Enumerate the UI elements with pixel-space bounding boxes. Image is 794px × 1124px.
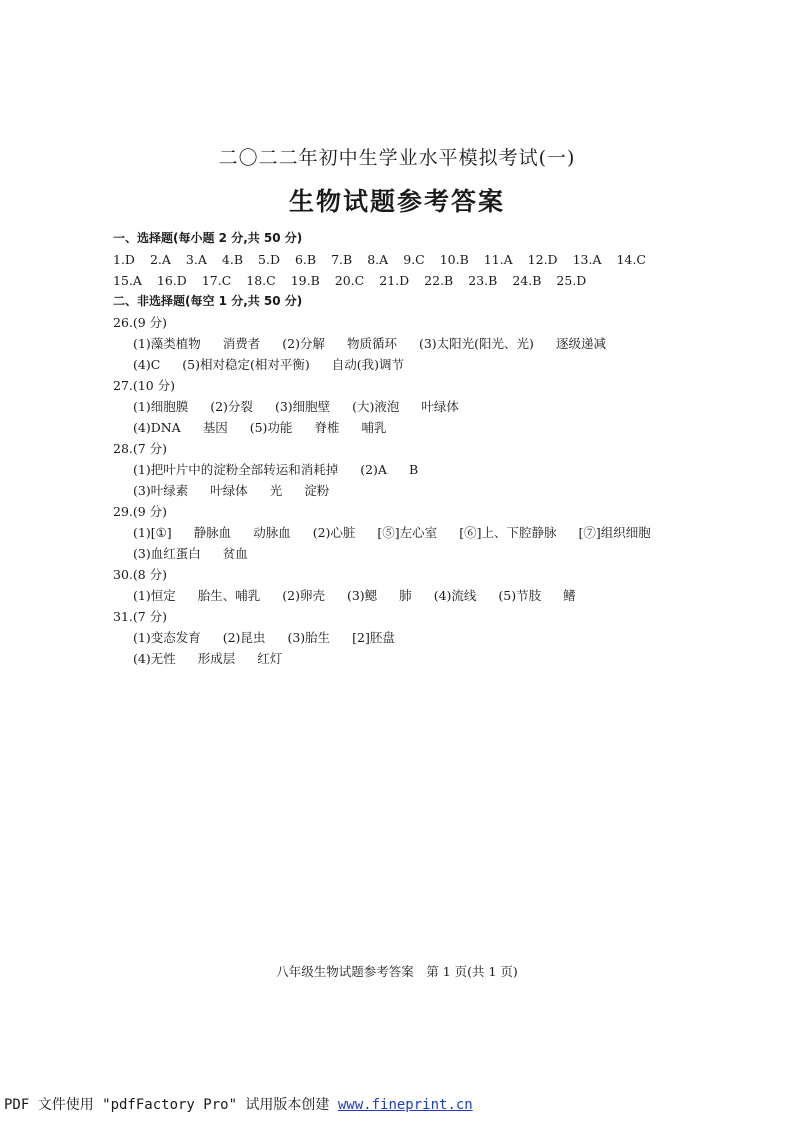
answer-item: (4)DNA (133, 420, 181, 435)
answer-item: 7.B (331, 252, 353, 267)
answer-item: (5)功能 (249, 420, 293, 435)
answer-item: (3)胎生 (287, 630, 331, 645)
pdf-notice-text: PDF 文件使用 "pdfFactory Pro" 试用版本创建 (4, 1097, 338, 1113)
answer-item: 15.A (113, 273, 142, 288)
answer-item: (大)液泡 (352, 399, 400, 414)
answer-item: (3)叶绿素 (133, 483, 189, 498)
answer-line (113, 480, 713, 501)
answer-item: 11.A (483, 252, 513, 267)
answer-item: 3.A (185, 252, 207, 267)
answer-item: 光 (269, 483, 283, 498)
answer-item: (1)把叶片中的淀粉全部转运和消耗掉 (133, 462, 339, 477)
answer-item: 自动(我)调节 (331, 357, 405, 372)
choice-answers-row-1 (113, 249, 713, 270)
answer-item: 动脉血 (253, 525, 291, 540)
answer-item: 9.C (403, 252, 425, 267)
answer-item: 鳍 (563, 588, 576, 603)
answer-line (113, 333, 713, 354)
answer-item: (5)节肢 (498, 588, 542, 603)
answer-item: 叶绿体 (210, 483, 248, 498)
answer-item: (2)卵壳 (282, 588, 325, 603)
answer-item: (2)昆虫 (222, 630, 266, 645)
answer-item: (1)[①] (133, 525, 172, 540)
section-heading-nonchoice: 二、非选择题(每空 1 分,共 50 分) (113, 294, 303, 308)
answer-item: 贫血 (222, 546, 248, 561)
fineprint-link[interactable]: www.fineprint.cn (337, 1097, 473, 1113)
answer-item: (3)细胞壁 (274, 399, 331, 414)
answer-item: 20.C (334, 273, 365, 288)
question-label: 31.(7 分) (113, 609, 168, 624)
answer-line (113, 585, 713, 606)
answer-line (113, 648, 713, 669)
nonchoice-questions (113, 312, 713, 669)
answer-line (113, 396, 713, 417)
answer-item: 21.D (379, 273, 410, 288)
answer-item: (5)相对稳定(相对平衡) (182, 357, 310, 372)
answer-content (113, 228, 713, 669)
answer-line (113, 459, 713, 480)
answer-item: 红灯 (257, 651, 283, 666)
answer-item: 1.D (113, 252, 135, 267)
answer-item: 肺 (399, 588, 412, 603)
answer-item: 8.A (367, 252, 389, 267)
answer-item: 叶绿体 (421, 399, 459, 414)
answer-item: 10.B (439, 252, 469, 267)
answer-item: (4)流线 (433, 588, 477, 603)
answer-item: (1)细胞膜 (133, 399, 189, 414)
answer-item: 形成层 (197, 651, 236, 666)
question-label: 30.(8 分) (113, 567, 168, 582)
answer-item: 6.B (294, 252, 317, 267)
answer-item: (3)鳃 (346, 588, 378, 603)
answer-item: (2)A (360, 462, 387, 477)
answer-item: 5.D (258, 252, 280, 267)
page-footer: 八年级生物试题参考答案 第 1 页(共 1 页) (276, 964, 518, 979)
answer-item: 淀粉 (304, 483, 330, 498)
answer-line (113, 417, 713, 438)
answer-item: [2]胚盘 (352, 630, 395, 645)
answer-item: 2.A (149, 252, 171, 267)
answer-item: (2)分裂 (210, 399, 253, 414)
answer-line (113, 354, 713, 375)
question-label: 26.(9 分) (113, 315, 168, 330)
answer-item: 25.D (556, 273, 587, 288)
answer-item: (2)分解 (282, 336, 325, 351)
answer-item: 胎生、哺乳 (197, 588, 261, 603)
answer-line (113, 522, 713, 543)
exam-title: 二〇二二年初中生学业水平模拟考试(一) (218, 147, 576, 169)
answer-item: 哺乳 (361, 420, 387, 435)
answer-item: (1)恒定 (133, 588, 176, 603)
answer-item: 消费者 (222, 336, 261, 351)
answer-item: [⑥]上、下腔静脉 (459, 525, 557, 540)
answer-key-title: 生物试题参考答案 (288, 187, 505, 216)
answer-item: 基因 (202, 420, 228, 435)
answer-line (113, 543, 713, 564)
answer-item: (2)心脏 (312, 525, 356, 540)
answer-item: 物质循环 (346, 336, 397, 351)
answer-item: [⑦]组织细胞 (578, 525, 651, 540)
answer-item: (1)藻类植物 (133, 336, 201, 351)
answer-item: 脊椎 (314, 420, 340, 435)
answer-item: 24.B (512, 273, 542, 288)
answer-item: (1)变态发育 (133, 630, 201, 645)
answer-item: 18.C (246, 273, 276, 288)
question-label: 27.(10 分) (113, 378, 176, 393)
answer-line (113, 627, 713, 648)
choice-answers-row-2 (113, 270, 713, 291)
answer-item: 14.C (616, 252, 646, 267)
question-label: 29.(9 分) (113, 504, 168, 519)
answer-item: 23.B (468, 273, 498, 288)
answer-item: 16.D (156, 273, 187, 288)
answer-item: 4.B (221, 252, 244, 267)
answer-item: 静脉血 (193, 525, 232, 540)
pdf-creator-notice (4, 1094, 473, 1114)
section-heading-choice: 一、选择题(每小题 2 分,共 50 分) (113, 231, 303, 245)
answer-item: (3)太阳光(阳光、光) (418, 336, 534, 351)
answer-item: 13.A (572, 252, 602, 267)
answer-item: [⑤]左心室 (377, 525, 438, 540)
answer-item: 逐级递减 (555, 336, 606, 351)
answer-item: (4)无性 (133, 651, 176, 666)
answer-item: 22.B (424, 273, 454, 288)
answer-item: (3)血红蛋白 (133, 546, 201, 561)
answer-item: B (408, 462, 419, 477)
answer-item: 17.C (201, 273, 232, 288)
answer-item: (4)C (133, 357, 161, 372)
answer-item: 12.D (527, 252, 558, 267)
question-label: 28.(7 分) (113, 441, 168, 456)
answer-item: 19.B (290, 273, 320, 288)
